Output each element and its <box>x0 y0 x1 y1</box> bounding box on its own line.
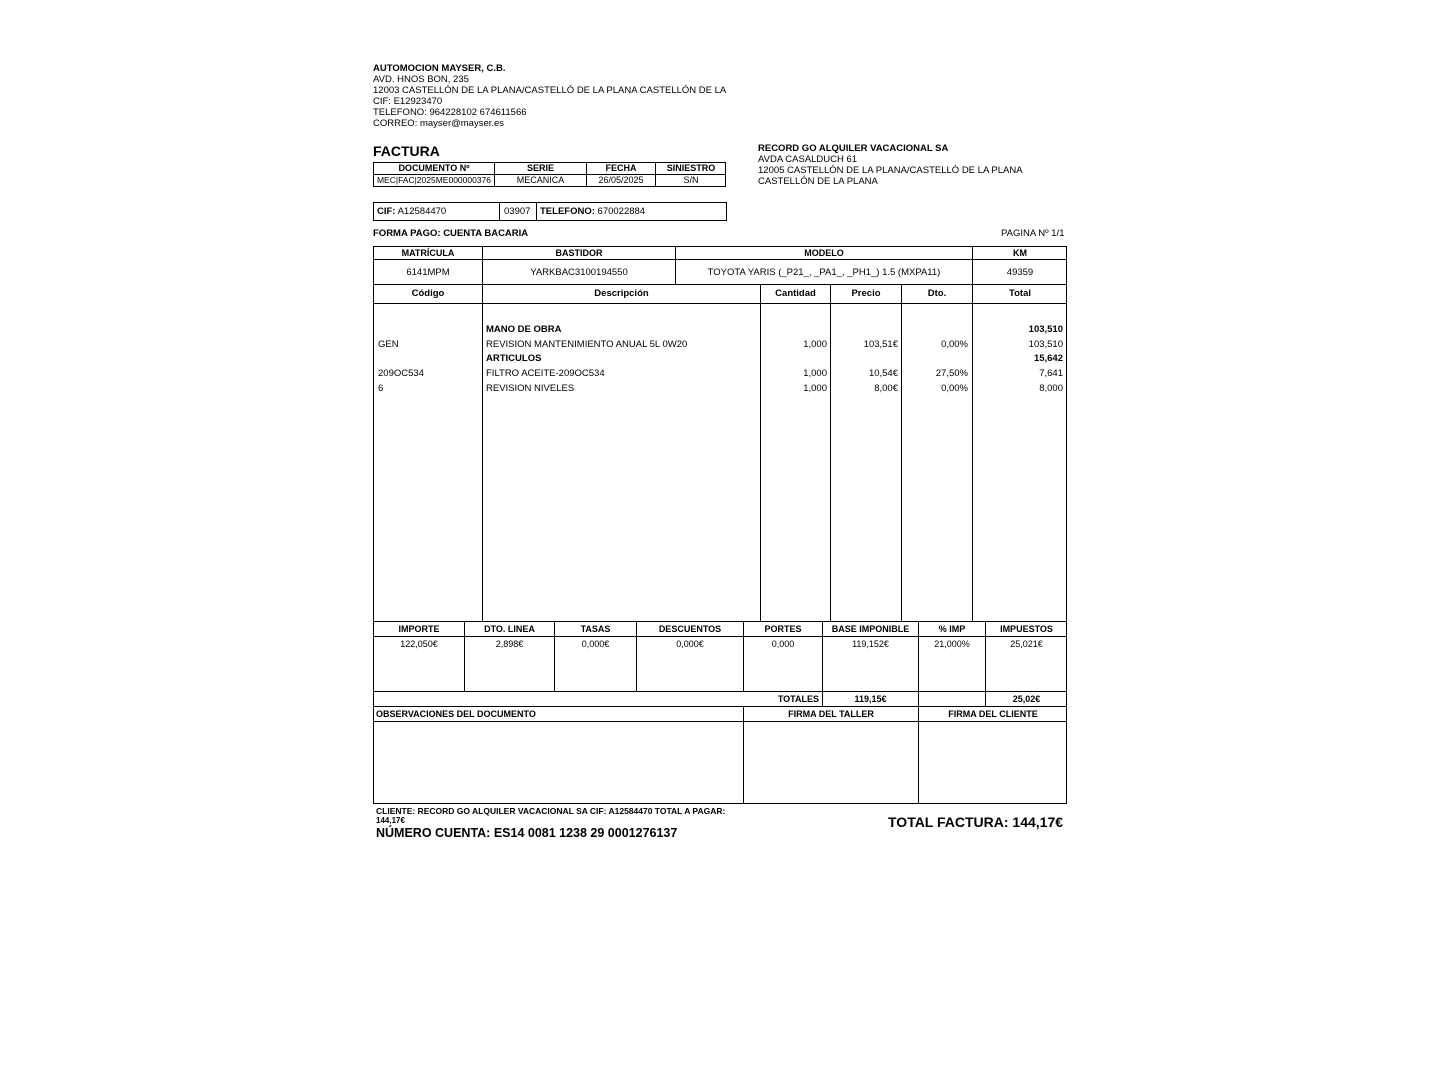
sum-line-discount-label: DTO. LINEA <box>484 624 535 634</box>
client-phone <box>540 206 645 217</box>
invoice-title: FACTURA <box>373 143 440 159</box>
date-value: 26/05/2025 <box>598 175 644 185</box>
client-phone-label: TELEFONO: <box>540 206 595 217</box>
col-quantity: Cantidad <box>775 288 816 299</box>
sum-fees-label: TASAS <box>580 624 611 634</box>
client-payment-line: CLIENTE: RECORD GO ALQUILER VACACIONAL SA CIF: A12584470 TOTAL A PAGAR: <box>376 806 726 816</box>
doc-number-label: DOCUMENTO Nº <box>398 163 470 173</box>
client-cif-value: A12584470 <box>397 206 447 217</box>
col-code: Código <box>411 288 445 299</box>
model-value: TOYOTA YARIS (_P21_, _PA1_, _PH1_) 1.5 (MXPA11) <box>707 267 941 278</box>
sum-shipping-value: 0,000 <box>771 639 795 649</box>
totals-base: 119,15€ <box>854 694 887 704</box>
issuer-name: AUTOMOCION MAYSER, C.B. <box>373 63 506 74</box>
col-total: Total <box>1009 288 1031 299</box>
issuer-cif: CIF: E12923470 <box>373 96 443 107</box>
plate-value: 6141MPM <box>406 267 450 278</box>
sum-shipping-label: PORTES <box>764 624 802 634</box>
doc-number-value: MEC|FAC|2025ME000000376 <box>376 175 492 185</box>
sum-discounts-label: DESCUENTOS <box>658 624 722 634</box>
bank-account: NÚMERO CUENTA: ES14 0081 1238 29 0001276137 <box>376 826 678 840</box>
issuer-phone: TELEFONO: 964228102 674611566 <box>373 107 527 118</box>
line-description: ARTICULOS <box>486 353 542 364</box>
series-value: MECANICA <box>516 175 565 185</box>
col-description: Descripción <box>594 288 649 299</box>
client-cif-label: CIF: <box>377 206 396 217</box>
sum-tax-rate-value: 21,000% <box>934 639 970 649</box>
client-city: 12005 CASTELLÓN DE LA PLANA/CASTELLÓ DE LA PLANA <box>758 165 1023 176</box>
invoice-total: TOTAL FACTURA: 144,17€ <box>888 814 1064 830</box>
issuer-city: 12003 CASTELLÓN DE LA PLANA/CASTELLÓ DE LA PLANA CASTELLÓN DE LA <box>373 85 727 96</box>
totals-label: TOTALES <box>777 694 819 704</box>
issuer-email: CORREO: mayser@mayser.es <box>373 118 505 129</box>
sum-discounts-value: 0,000€ <box>676 639 704 649</box>
line-description: MANO DE OBRA <box>486 324 562 335</box>
sum-import-value: 122,050€ <box>400 639 438 649</box>
km-value: 49359 <box>1006 267 1034 278</box>
totals-tax: 25,02€ <box>1012 694 1041 704</box>
page-number: PAGINA Nº 1/1 <box>1001 228 1065 239</box>
vin-value: YARKBAC3100194550 <box>530 267 628 278</box>
line-quantity: 1,000 <box>803 368 827 379</box>
payment-method: FORMA PAGO: CUENTA BACARIA <box>373 228 529 239</box>
sum-fees-value: 0,000€ <box>581 639 610 649</box>
model-label: MODELO <box>804 248 844 258</box>
line-total: 103,510 <box>1028 339 1063 350</box>
sum-tax-rate-label: % IMP <box>938 624 966 634</box>
line-description: FILTRO ACEITE-209OC534 <box>486 368 605 379</box>
totals-row <box>373 691 1067 707</box>
client-code: 03907 <box>504 206 531 217</box>
series-label: SERIE <box>526 163 554 173</box>
line-total: 103,510 <box>1028 324 1063 335</box>
observations-label: OBSERVACIONES DEL DOCUMENTO <box>376 709 536 719</box>
date-label: FECHA <box>605 163 637 173</box>
line-code: 209OC534 <box>378 368 424 379</box>
plate-label: MATRÍCULA <box>401 248 455 258</box>
line-quantity: 1,000 <box>803 339 827 350</box>
line-discount: 0,00% <box>941 383 968 394</box>
client-name: RECORD GO ALQUILER VACACIONAL SA <box>758 143 949 154</box>
issuer-address: AVD. HNOS BON, 235 <box>373 74 469 85</box>
claim-label: SINIESTRO <box>666 163 716 173</box>
sum-taxes-value: 25,021€ <box>1010 639 1043 649</box>
sum-taxes-label: IMPUESTOS <box>1000 624 1053 634</box>
line-total: 7,641 <box>1039 368 1063 379</box>
client-signature-label: FIRMA DEL CLIENTE <box>948 709 1038 719</box>
line-price: 8,00€ <box>874 383 898 394</box>
workshop-signature-label: FIRMA DEL TALLER <box>788 709 874 719</box>
vin-label: BASTIDOR <box>555 248 603 258</box>
sum-tax-base-label: BASE IMPONIBLE <box>831 624 910 634</box>
line-code: 6 <box>378 383 384 394</box>
line-quantity: 1,000 <box>803 383 827 394</box>
line-price: 10,54€ <box>868 368 898 379</box>
line-total: 8,000 <box>1039 383 1063 394</box>
sum-line-discount-value: 2,898€ <box>495 639 524 649</box>
line-description: REVISION MANTENIMIENTO ANUAL 5L 0W20 <box>486 339 688 350</box>
client-payment-amount: 144,17€ <box>376 816 405 825</box>
claim-value: S/N <box>683 175 699 185</box>
line-description: REVISION NIVELES <box>486 383 575 394</box>
col-price: Precio <box>851 288 881 299</box>
sum-tax-base-value: 119,152€ <box>852 639 889 649</box>
line-total: 15,642 <box>1033 353 1063 364</box>
client-address: AVDA CASALDUCH 61 <box>758 154 858 165</box>
line-price: 103,51€ <box>863 339 898 350</box>
client-cif <box>377 206 446 217</box>
sum-import-label: IMPORTE <box>398 624 440 634</box>
client-phone-value: 670022884 <box>597 206 646 217</box>
km-label: KM <box>1013 248 1027 258</box>
line-discount: 0,00% <box>941 339 968 350</box>
line-code: GEN <box>378 339 399 350</box>
col-discount: Dto. <box>927 288 947 299</box>
client-province: CASTELLÓN DE LA PLANA <box>758 176 878 187</box>
line-discount: 27,50% <box>935 368 968 379</box>
